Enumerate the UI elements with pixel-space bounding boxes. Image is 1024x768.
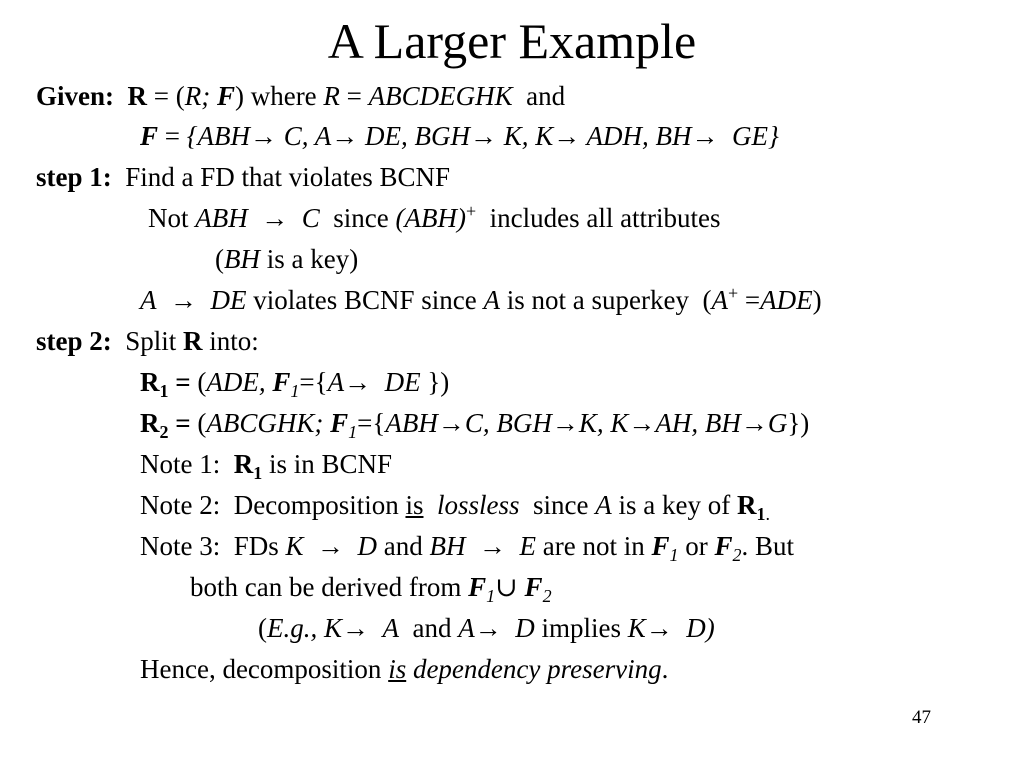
step2-label: step 2:	[36, 326, 112, 356]
given-line: Given: R = (R; F) where R = ABCDEGHK and	[36, 81, 566, 111]
step1-label: step 1:	[36, 162, 112, 192]
note2-line: Note 2: Decomposition is lossless since A is a key of $R_{1.}$	[140, 490, 770, 524]
fd-set-line: F = {ABH→ C, A→ DE, BGH→ K, K→ ADH, BH→ GE}	[140, 121, 779, 151]
step1-not-line: Not ABH → C since (ABH)+ includes all attributes	[148, 201, 721, 233]
given-label: Given:	[36, 81, 114, 111]
step1-line: step 1: Find a FD that violates BCNF	[36, 162, 451, 192]
note1-line: Note 1: $R_1$ is in BCNF	[140, 449, 393, 483]
r1-line: $R_1 = (ADE$, $F_1=\{A\to$ DE })	[140, 367, 450, 401]
slide-title: A Larger Example	[327, 13, 697, 69]
step1-violation-line: A → DE violates BCNF since A is not a superkey (A+ =ADE)	[140, 283, 822, 315]
conclusion-line: Hence, decomposition is dependency preserving.	[140, 654, 669, 684]
example-line: (E.g., K→ A and A→ D implies K→ D)	[258, 613, 715, 643]
note3-continuation: both can be derived from $F_1\cup$ $F_2$	[190, 572, 552, 606]
step2-line: step 2: Split R into:	[36, 326, 259, 356]
step1-key-note: (BH is a key)	[215, 244, 359, 274]
page-number: 47	[912, 707, 931, 728]
note3-line: Note 3: FDs K → D and BH → E are not in $F_1$ or $F_2$. But	[140, 531, 795, 565]
r2-line: $R_2$ = (ABCGHK; $F_1=\{ABH\to C$, BGH→K, K→AH, BH→G})	[140, 408, 810, 442]
